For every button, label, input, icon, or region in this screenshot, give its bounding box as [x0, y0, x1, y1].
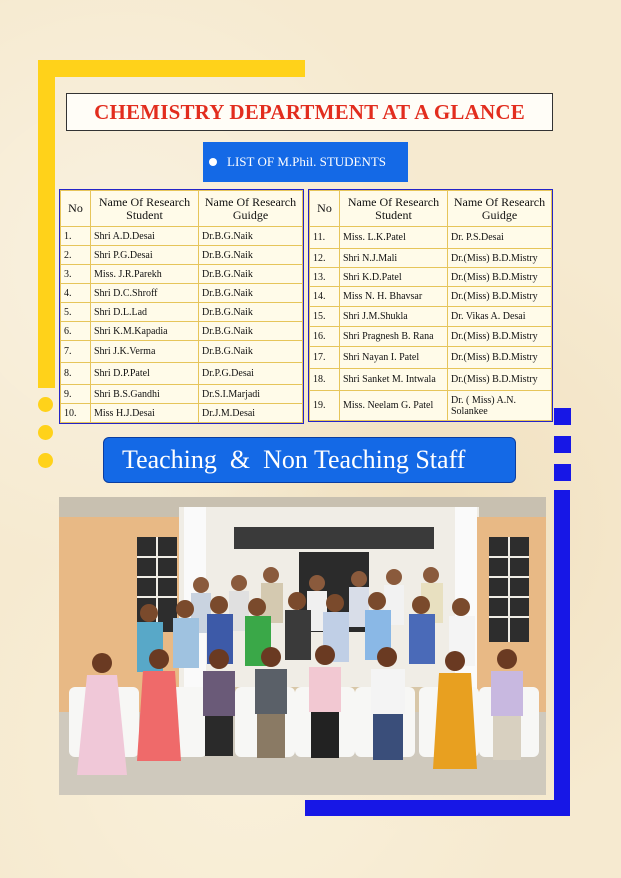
cell-student: Shri D.L.Lad: [91, 303, 199, 322]
cell-guide: Dr.B.G.Naik: [199, 303, 303, 322]
cell-no: 14.: [310, 287, 340, 307]
cell-student: Shri Sanket M. Intwala: [340, 369, 448, 391]
cell-no: 17.: [310, 347, 340, 369]
table-row: [310, 369, 552, 391]
cell-no: 8.: [61, 363, 91, 385]
cell-no: 7.: [61, 341, 91, 363]
table-row: [61, 322, 303, 341]
staff-heading: Teaching & Non Teaching Staff: [103, 437, 516, 483]
yellow-dot: [38, 453, 53, 468]
header-no: No: [61, 191, 91, 227]
cell-student: Shri J.K.Verma: [91, 341, 199, 363]
table-row: [61, 341, 303, 363]
cell-no: 16.: [310, 327, 340, 347]
cell-no: 15.: [310, 307, 340, 327]
staff-group-photo: [59, 497, 546, 795]
cell-no: 13.: [310, 268, 340, 287]
cell-guide: Dr.B.G.Naik: [199, 227, 303, 246]
blue-frame-right: [554, 490, 570, 816]
cell-student: Shri N.J.Mali: [340, 249, 448, 268]
header-student: Name Of Research Student: [340, 191, 448, 227]
cell-student: Shri J.M.Shukla: [340, 307, 448, 327]
cell-no: 10.: [61, 404, 91, 423]
list-label-box: [203, 142, 408, 182]
table-row: [61, 227, 303, 246]
cell-guide: Dr.B.G.Naik: [199, 246, 303, 265]
yellow-frame-left: [38, 60, 55, 388]
cell-guide: Dr. ( Miss) A.N. Solankee: [448, 391, 552, 421]
cell-guide: Dr.(Miss) B.D.Mistry: [448, 347, 552, 369]
blue-square: [554, 464, 571, 481]
table-row: [310, 307, 552, 327]
cell-guide: Dr.B.G.Naik: [199, 322, 303, 341]
table-row: [310, 268, 552, 287]
table-row: [61, 385, 303, 404]
cell-guide: Dr.P.G.Desai: [199, 363, 303, 385]
page-title: CHEMISTRY DEPARTMENT AT A GLANCE: [94, 99, 525, 124]
yellow-frame-top: [38, 60, 305, 77]
cell-student: Shri K.D.Patel: [340, 268, 448, 287]
cell-no: 11.: [310, 227, 340, 249]
students-table-left: [60, 190, 303, 423]
group-photo-image: [59, 497, 546, 795]
cell-guide: Dr.(Miss) B.D.Mistry: [448, 268, 552, 287]
bullet-icon: [209, 158, 217, 166]
table-row: [61, 284, 303, 303]
cell-no: 1.: [61, 227, 91, 246]
cell-guide: Dr. P.S.Desai: [448, 227, 552, 249]
header-student: Name Of Research Student: [91, 191, 199, 227]
table-row: [310, 327, 552, 347]
blue-square: [554, 436, 571, 453]
cell-no: 18.: [310, 369, 340, 391]
header-guide: Name Of Research Guidge: [199, 191, 303, 227]
table-row: [310, 249, 552, 268]
cell-no: 6.: [61, 322, 91, 341]
cell-no: 3.: [61, 265, 91, 284]
table-row: [310, 287, 552, 307]
table-row: [61, 265, 303, 284]
table-row: [61, 363, 303, 385]
cell-no: 9.: [61, 385, 91, 404]
cell-guide: Dr.(Miss) B.D.Mistry: [448, 249, 552, 268]
cell-student: Shri D.P.Patel: [91, 363, 199, 385]
cell-student: Shri Nayan I. Patel: [340, 347, 448, 369]
cell-guide: Dr.(Miss) B.D.Mistry: [448, 327, 552, 347]
cell-student: Shri A.D.Desai: [91, 227, 199, 246]
cell-no: 19.: [310, 391, 340, 421]
cell-student: Shri K.M.Kapadia: [91, 322, 199, 341]
cell-student: Miss N. H. Bhavsar: [340, 287, 448, 307]
cell-no: 4.: [61, 284, 91, 303]
list-label: LIST OF M.Phil. STUDENTS: [227, 154, 387, 169]
cell-student: Shri B.S.Gandhi: [91, 385, 199, 404]
cell-student: Miss. L.K.Patel: [340, 227, 448, 249]
cell-student: Shri D.C.Shroff: [91, 284, 199, 303]
header-guide: Name Of Research Guidge: [448, 191, 552, 227]
table-row: [310, 347, 552, 369]
table-row: [310, 391, 552, 421]
cell-guide: Dr.B.G.Naik: [199, 341, 303, 363]
cell-guide: Dr.(Miss) B.D.Mistry: [448, 287, 552, 307]
cell-student: Shri Pragnesh B. Rana: [340, 327, 448, 347]
cell-student: Miss. Neelam G. Patel: [340, 391, 448, 421]
cell-student: Miss. J.R.Parekh: [91, 265, 199, 284]
page-title-box: [66, 93, 553, 131]
cell-guide: Dr.B.G.Naik: [199, 284, 303, 303]
table-row: [61, 246, 303, 265]
cell-student: Miss H.J.Desai: [91, 404, 199, 423]
cell-guide: Dr.S.I.Marjadi: [199, 385, 303, 404]
cell-student: Shri P.G.Desai: [91, 246, 199, 265]
cell-guide: Dr.(Miss) B.D.Mistry: [448, 369, 552, 391]
cell-no: 12.: [310, 249, 340, 268]
cell-guide: Dr.J.M.Desai: [199, 404, 303, 423]
blue-square: [554, 408, 571, 425]
students-table-right: [309, 190, 552, 421]
table-row: [61, 303, 303, 322]
header-no: No: [310, 191, 340, 227]
blue-frame-bottom: [305, 800, 570, 816]
table-row: [61, 404, 303, 423]
yellow-dot: [38, 397, 53, 412]
yellow-dot: [38, 425, 53, 440]
cell-no: 2.: [61, 246, 91, 265]
cell-guide: Dr. Vikas A. Desai: [448, 307, 552, 327]
cell-guide: Dr.B.G.Naik: [199, 265, 303, 284]
table-row: [310, 227, 552, 249]
cell-no: 5.: [61, 303, 91, 322]
